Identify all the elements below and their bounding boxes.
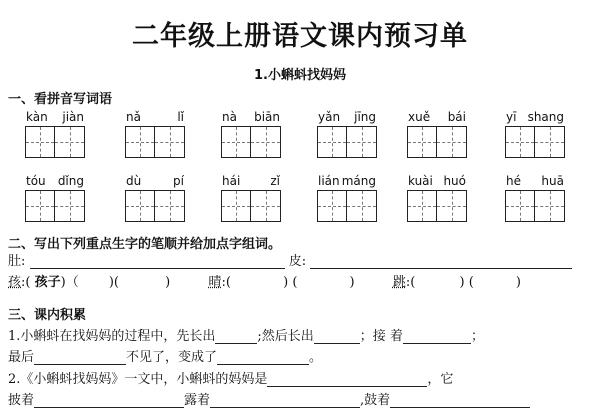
pinyin-syllable-1: hé: [506, 174, 521, 188]
pinyin-label: [125, 108, 185, 126]
pinyin-syllable-1: hái: [222, 174, 241, 188]
pinyin-label: [317, 172, 377, 190]
pinyin-word-8: [125, 172, 185, 222]
pinyin-syllable-1: nǎ: [126, 110, 141, 124]
pinyin-word-6: [505, 108, 565, 158]
writing-cell[interactable]: [407, 126, 437, 158]
section-1-heading: 一、看拼音写词语: [8, 92, 113, 107]
stroke-blank-du[interactable]: [30, 254, 285, 269]
pinyin-label: [505, 108, 565, 126]
writing-cell[interactable]: [347, 190, 377, 222]
pinyin-syllable-2: dǐng: [57, 174, 84, 188]
pinyin-syllable-2: pí: [173, 174, 184, 188]
pinyin-label: [125, 172, 185, 190]
writing-cell[interactable]: [125, 190, 155, 222]
writing-cell[interactable]: [251, 190, 281, 222]
pinyin-label: [221, 108, 281, 126]
pinyin-syllable-2: bái: [447, 110, 466, 124]
pinyin-syllable-1: tóu: [26, 174, 46, 188]
q2-blank-1[interactable]: [267, 372, 427, 387]
example-word: 孩子: [34, 275, 61, 290]
word-row-2: 孩:( 孩子)（ )( ) 晴:( ) ( ) 跳:( ) ( ): [8, 275, 521, 290]
q1-text-c: ；接 着: [359, 329, 403, 344]
q1-line-2: [8, 346, 592, 365]
q1-text-g: 。: [309, 350, 323, 365]
pinyin-syllable-2: huā: [541, 174, 564, 188]
pinyin-syllable-1: nà: [222, 110, 237, 124]
pinyin-syllable-2: lǐ: [177, 110, 184, 124]
pinyin-syllable-1: lián: [318, 174, 340, 188]
writing-cell[interactable]: [317, 190, 347, 222]
pinyin-syllable-1: kàn: [26, 110, 48, 124]
pinyin-syllable-1: kuài: [408, 174, 433, 188]
q2-blank-3[interactable]: [210, 393, 360, 408]
char-qing: 晴: [208, 275, 222, 290]
pinyin-word-12: [505, 172, 565, 222]
pinyin-label: [407, 172, 467, 190]
writing-cell[interactable]: [55, 190, 85, 222]
pinyin-label: [505, 172, 565, 190]
pinyin-word-5: [407, 108, 467, 158]
q2-line-1: [8, 368, 592, 387]
char-hai: 孩: [8, 275, 22, 290]
writing-cell[interactable]: [155, 126, 185, 158]
writing-cell[interactable]: [251, 126, 281, 158]
char-du: 肚: [8, 254, 22, 269]
q1-blank-5[interactable]: [217, 350, 309, 365]
pinyin-label: [25, 172, 85, 190]
q1-blank-4[interactable]: [34, 350, 126, 365]
pinyin-word-2: [125, 108, 185, 158]
section-3-heading: 三、课内积累: [8, 308, 87, 323]
lesson-title: 1.小蝌蚪找妈妈: [254, 68, 346, 83]
writing-cell[interactable]: [535, 190, 565, 222]
q1-blank-3[interactable]: [403, 329, 471, 344]
q2-text-d: 露着: [184, 393, 211, 408]
pinyin-syllable-2: zǐ: [270, 174, 280, 188]
q2-blank-4[interactable]: [390, 393, 530, 408]
q1-text-e: 最后: [8, 350, 35, 365]
pinyin-word-7: [25, 172, 85, 222]
writing-cell[interactable]: [25, 190, 55, 222]
pinyin-word-1: [25, 108, 85, 158]
q2-blank-2[interactable]: [34, 393, 184, 408]
writing-cell[interactable]: [317, 126, 347, 158]
writing-cell[interactable]: [407, 190, 437, 222]
pinyin-syllable-2: shang: [527, 110, 564, 124]
pinyin-syllable-2: jiàn: [62, 110, 84, 124]
writing-cell[interactable]: [505, 190, 535, 222]
pinyin-syllable-2: máng: [341, 174, 376, 188]
pinyin-syllable-1: xuě: [408, 110, 431, 124]
writing-cell[interactable]: [437, 190, 467, 222]
writing-cell[interactable]: [221, 190, 251, 222]
page-title: 二年级上册语文课内预习单: [132, 21, 468, 52]
q2-text-b: ，它: [427, 372, 454, 387]
writing-cell[interactable]: [55, 126, 85, 158]
section-2-heading: 二、写出下列重点生字的笔顺并给加点字组词。: [8, 237, 282, 252]
pinyin-syllable-2: huó: [443, 174, 466, 188]
q1-text-f: 不见了，变成了: [126, 350, 218, 365]
q1-text: 1.小蝌蚪在找妈妈的过程中，先长出: [8, 329, 216, 344]
pinyin-word-3: [221, 108, 281, 158]
pinyin-label: [221, 172, 281, 190]
pinyin-syllable-1: yǎn: [318, 110, 341, 124]
pinyin-word-11: [407, 172, 467, 222]
pinyin-label: [407, 108, 467, 126]
q2-text-e: ,鼓着: [360, 393, 391, 408]
writing-cell[interactable]: [505, 126, 535, 158]
pinyin-syllable-1: dù: [126, 174, 142, 188]
q1-text-d: ；: [470, 329, 484, 344]
q1-line-1: [8, 325, 592, 344]
writing-cell[interactable]: [25, 126, 55, 158]
writing-cell[interactable]: [347, 126, 377, 158]
q1-blank-2[interactable]: [314, 329, 360, 344]
pinyin-syllable-2: biān: [254, 110, 280, 124]
pinyin-syllable-1: yī: [506, 110, 517, 124]
char-pi: 皮: [288, 254, 302, 269]
writing-cell[interactable]: [535, 126, 565, 158]
writing-cell[interactable]: [221, 126, 251, 158]
writing-cell[interactable]: [155, 190, 185, 222]
pinyin-word-4: [317, 108, 377, 158]
q2-text: 2.《小蝌蚪找妈妈》一文中，小蝌蚪的妈妈是: [8, 372, 268, 387]
q1-blank-1[interactable]: [215, 329, 257, 344]
pinyin-syllable-2: jīng: [354, 110, 376, 124]
stroke-row-1: 肚: 皮:: [8, 250, 592, 269]
q1-text-b: ;然后长出: [257, 329, 314, 344]
pinyin-word-10: [317, 172, 377, 222]
char-tiao: 跳: [392, 275, 406, 290]
writing-cell[interactable]: [125, 126, 155, 158]
stroke-blank-pi[interactable]: [310, 254, 572, 269]
pinyin-label: [317, 108, 377, 126]
pinyin-word-9: [221, 172, 281, 222]
q2-line-2: [8, 389, 592, 408]
q2-text-c: 披着: [8, 393, 35, 408]
writing-cell[interactable]: [437, 126, 467, 158]
pinyin-label: [25, 108, 85, 126]
